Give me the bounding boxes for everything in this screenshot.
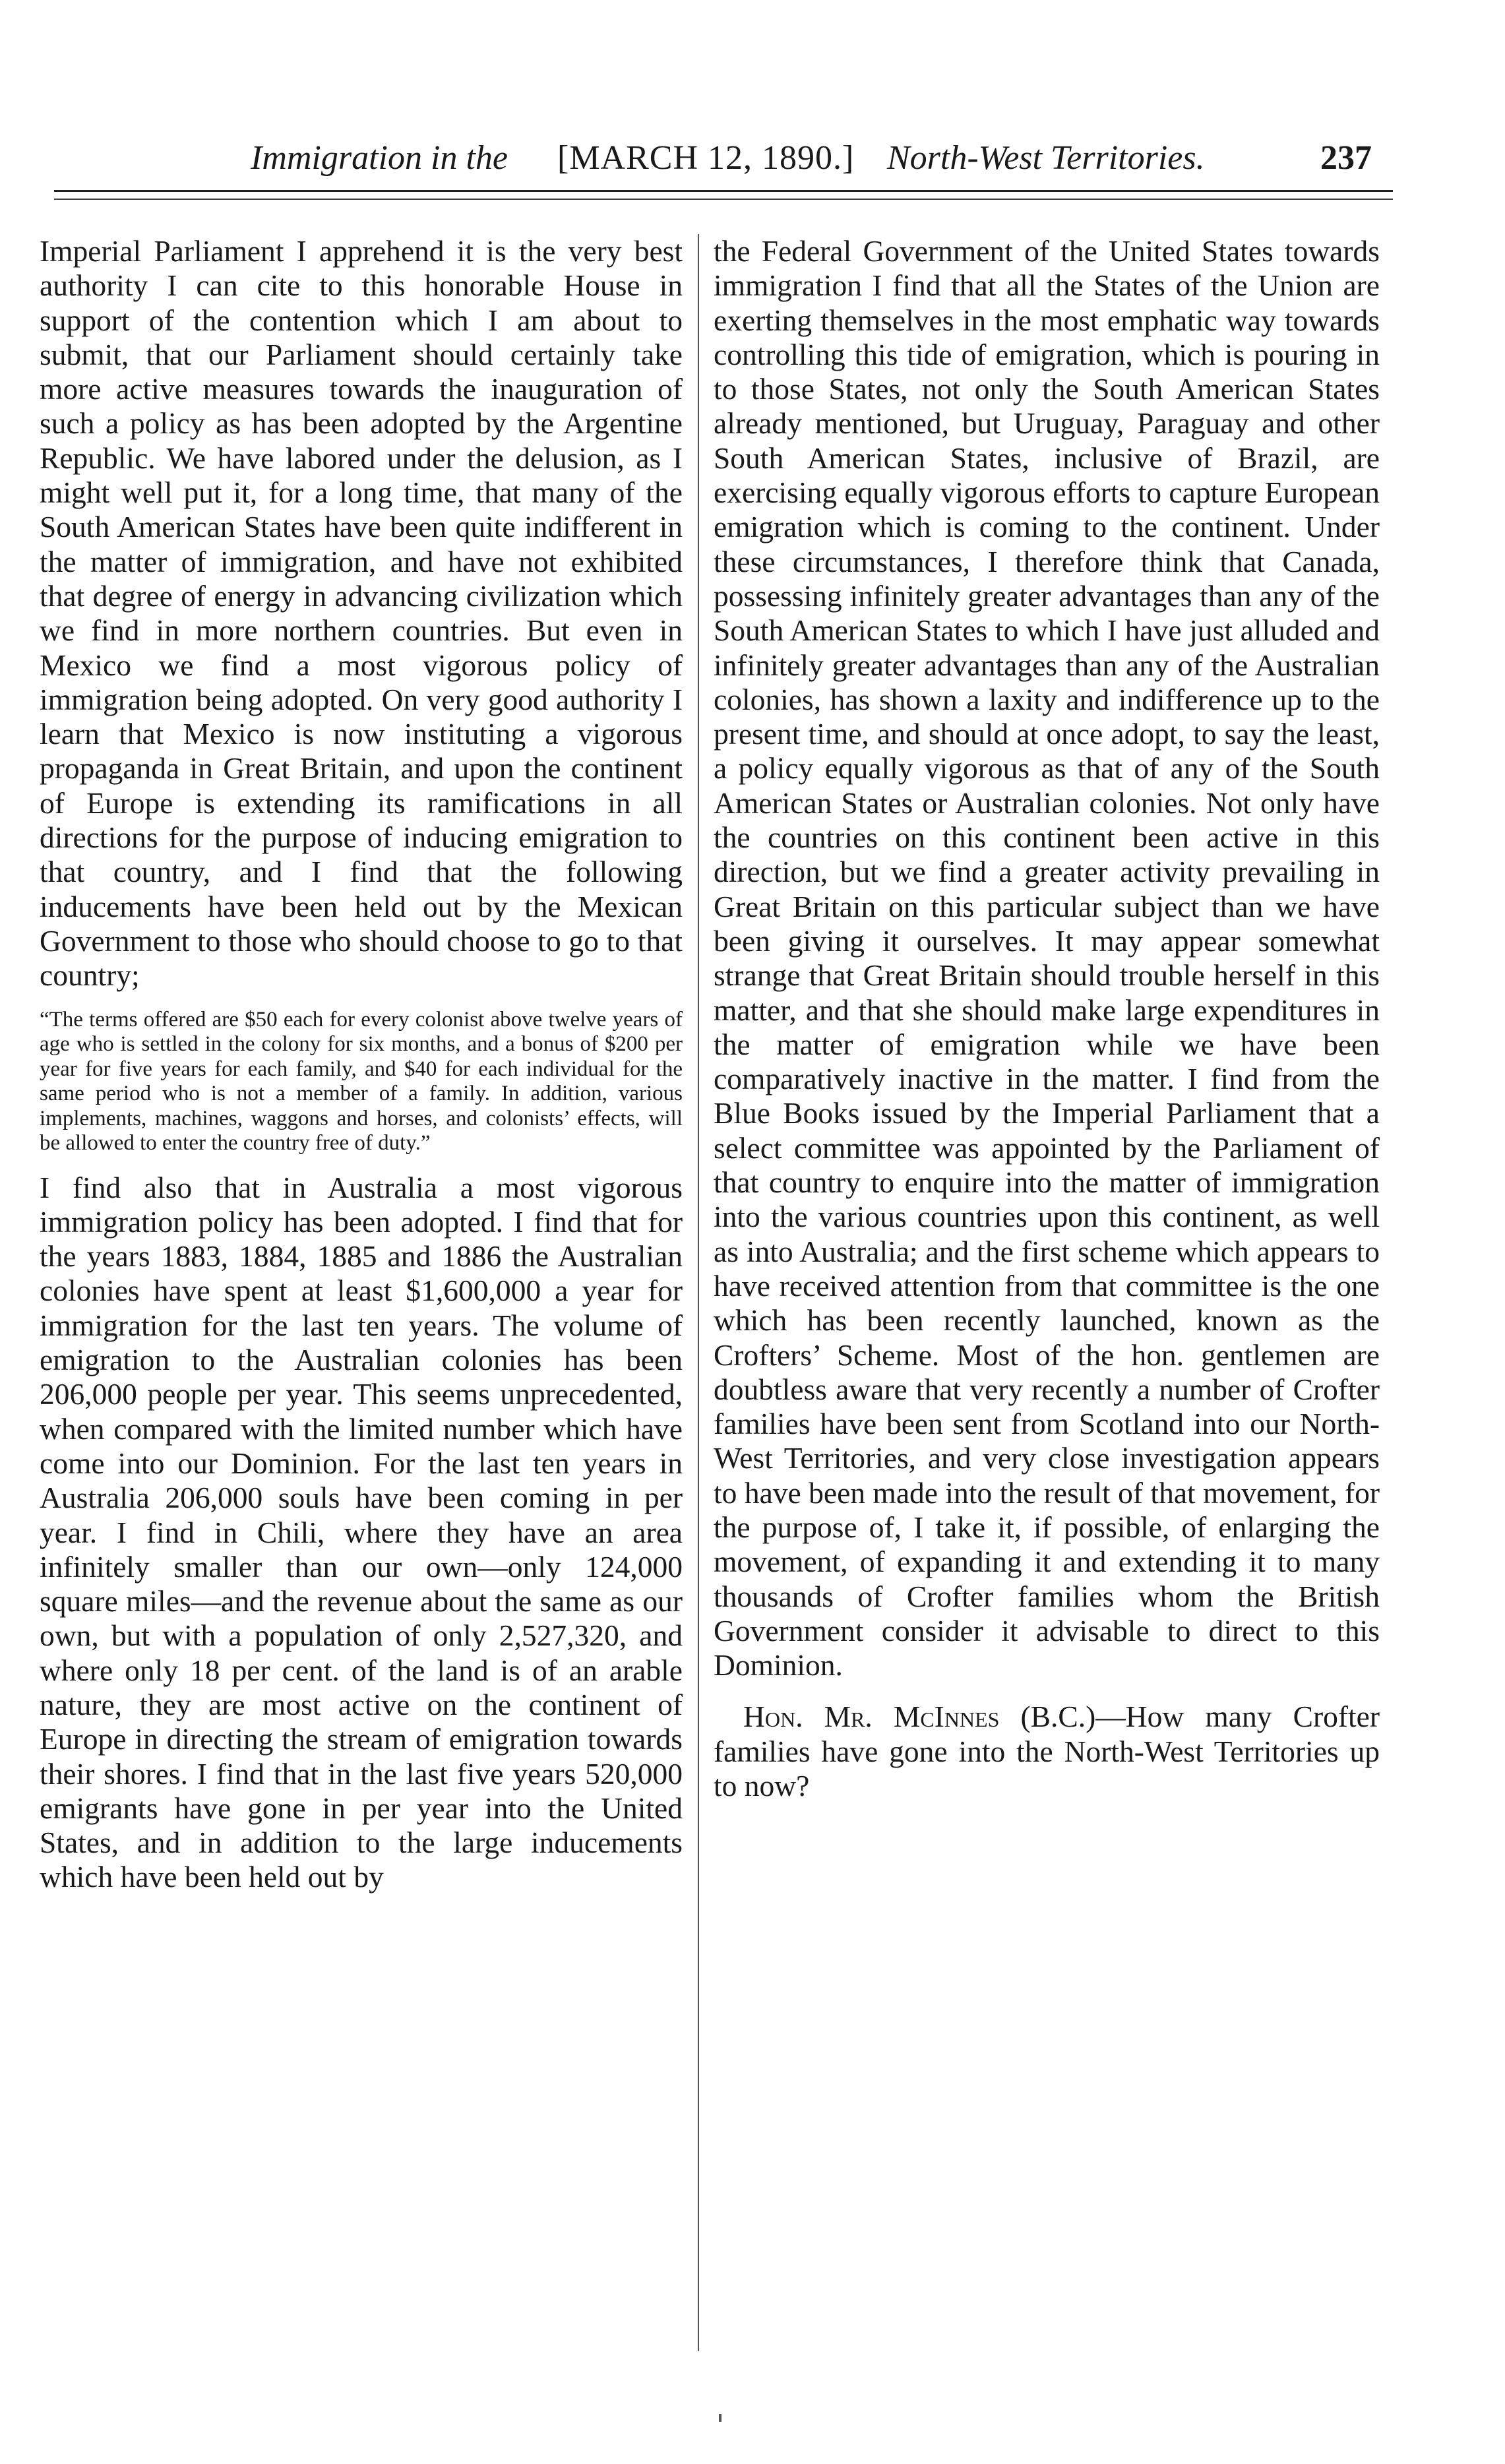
paragraph: I find also that in Australia a most vigorous immigration policy has been adopted. I find that for the years 1883, 1884, 1885 and 1886 the Australian colonies have spent at least $1,600,000 a year for immigration for the last ten years. The volume of emigration to the Australian colonies has been 206,000 people per year. This seems unprecedented, when compared with the limited number which have come into our Dominion. For the last ten years in Australia 206,000 souls have been coming in per year. I find in Chili, where they have an area infinitely smaller than our own—only 124,000 square miles—and the revenue about the same as our own, but with a population of only 2,527,320, and where only 18 per cent. of the land is of an arable nature, they are most active on the continent of Europe in directing the stream of emigration towards their shores. I find that in the last five years 520,000 emigrants have gone in per year into the United States, and in addition to the large inducements which have been held out by bbox=[40, 1170, 683, 1894]
paragraph: the Federal Government of the United States towards immigration I find that all the States of the Union are exerting themselves in the most emphatic way towards controlling this tide of emigration, which is pouring in to those States, not only the South American States already mentioned, but Uruguay, Paraguay and other South American States, inclusive of Brazil, are exercising equally vigorous efforts to capture European emigration which is coming to the continent. Under these circumstances, I therefore think that Canada, possessing infinitely greater advantages than any of the South American States to which I have just alluded and infinitely greater advantages than any of the Australian colonies, has shown a laxity and indifference up to the present time, and should at once adopt, to say the least, a policy equally vigorous as that of any of the South American States or Australian colonies. Not only have the countries on this continent been active in this direction, but we find a greater activity prevailing in Great Britain on this particular subject than we have been giving it ourselves. It may appear somewhat strange that Great Britain should trouble herself in this matter, and that she should make large expenditures in the matter of emigration while we have been comparatively inactive in the matter. I find from the Blue Books issued by the Imperial Parliament that a select committee was appointed by the Parliament of that country to enquire into the matter of immigration into the various countries upon this continent, as well as into Australia; and the first scheme which appears to have received attention from that committee is the one which has been recently launched, known as the Crofters’ Scheme. Most of the hon. gentlemen are doubtless aware that very recently a number of Crofter families have been sent from Scotland into our North-West Territories, and very close investigation appears to have been made into the result of that movement, for the purpose of, I take it, if possible, of enlarging the movement, of expanding it and extending it to many thousands of Crofter families whom the British Government consider it advisable to direct to this Dominion. bbox=[714, 234, 1380, 1682]
speaker-name: Hon. Mr. McInnes (B.C.) bbox=[743, 1700, 1096, 1734]
header-date: [MARCH 12, 1890.] bbox=[557, 139, 855, 177]
left-column bbox=[40, 234, 683, 1895]
block-quote: “The terms offered are $50 each for every colonist above twelve years of age who is settled in the colony for six months, and a bonus of $200 per year for five years for each family, and $40 for each individual for the same period who is not a member of a family. In addition, various implements, machines, waggons and horses, and colonists’ effects, will be allowed to enter the country free of duty.” bbox=[40, 1007, 683, 1155]
header-right-title: North-West Territories. bbox=[887, 139, 1205, 177]
page-number: 237 bbox=[1320, 139, 1372, 177]
header-left-title: Immigration in the bbox=[251, 139, 508, 177]
header-rule-thin bbox=[54, 199, 1393, 200]
speaker-text: —How many Crofter families have gone into the North-West Territories up to now? bbox=[714, 1700, 1380, 1803]
running-header bbox=[251, 135, 1372, 181]
column-divider bbox=[698, 234, 699, 2351]
header-rule bbox=[54, 190, 1393, 192]
paragraph: Imperial Parliament I apprehend it is the very best authority I can cite to this honorable House in support of the contention which I am about to submit, that our Parliament should certainly take more active measures towards the inauguration of such a policy as has been adopted by the Argentine Republic. We have labored under the delusion, as I might well put it, for a long time, that many of the South American States have been quite indifferent in the matter of immigration, and have not exhibited that degree of energy in advancing civilization which we find in more northern countries. But even in Mexico we find a most vigorous policy of immigration being adopted. On very good authority I learn that Mexico is now instituting a vigorous propaganda in Great Britain, and upon the continent of Europe is extending its ramifications in all directions for the purpose of inducing emigration to that country, and I find that the following inducements have been held out by the Mexican Government to those who should choose to go to that country; bbox=[40, 234, 683, 993]
stray-mark bbox=[719, 2414, 722, 2422]
speaker-paragraph bbox=[714, 1700, 1380, 1803]
right-column bbox=[714, 234, 1380, 1803]
